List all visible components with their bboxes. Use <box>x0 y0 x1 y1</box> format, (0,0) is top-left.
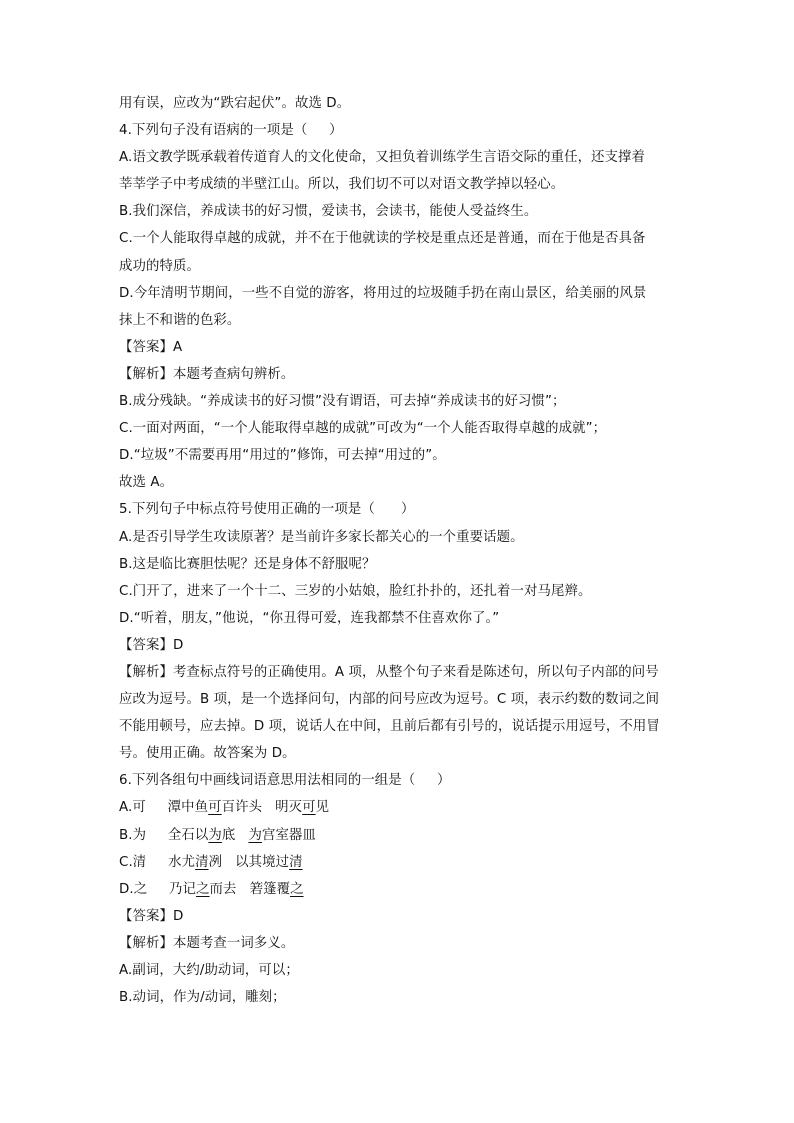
text-line: B.成分残缺。“养成读书的好习惯”没有谓语，可去掉“养成读书的好习惯”； <box>119 394 566 410</box>
text-line: C.一个人能取得卓越的成就，并不在于他就读的学校是重点还是普通，而在于他是否具备 <box>119 231 646 247</box>
text-line: D.今年清明节期间，一些不自觉的游客，将用过的垃圾随手扔在南山景区，给美丽的风景 <box>119 285 647 301</box>
question-5-stem: 5.下列句子中标点符号使用正确的一项是（ ） <box>119 502 415 518</box>
text-line: 应改为逗号。B 项，是一个选择问句，内部的问号应改为逗号。C 项，表示约数的数词之间 <box>119 692 660 708</box>
underlined-word: 之 <box>290 881 304 897</box>
option-middle: 冽 以其境过 <box>208 854 290 870</box>
option-middle: 百许头 明灭 <box>221 800 303 816</box>
option-prefix: C.清 水尤 <box>119 854 196 870</box>
underlined-word: 清 <box>289 854 303 870</box>
text-line: 成功的特质。 <box>119 258 200 274</box>
analysis-label: 【解析】本题考查一词多义。 <box>119 935 295 951</box>
underlined-word: 清 <box>195 854 209 870</box>
underlined-word: 为 <box>248 827 262 843</box>
option-middle: 底 <box>221 827 249 843</box>
option-line <box>119 876 679 903</box>
text-line: B.我们深信，养成读书的好习惯，爱读书，会读书，能使人受益终生。 <box>119 204 538 220</box>
text-line: 号。使用正确。故答案为 D。 <box>119 746 296 762</box>
text-line: B.动词，作为/动词，雕刻； <box>119 990 286 1006</box>
analysis-label: 【解析】本题考查病句辨析。 <box>119 366 295 382</box>
option-line <box>119 822 679 849</box>
document-body <box>119 90 679 1011</box>
underlined-word: 可 <box>208 800 222 816</box>
text-line: A.语文教学既承载着传道育人的文化使命，又担负着训练学生言语交际的重任，还支撑着 <box>119 150 646 166</box>
answer-label: 【答案】D <box>119 908 184 924</box>
option-line <box>119 794 679 821</box>
text-line: A.副词，大约/助动词，可以； <box>119 963 299 978</box>
answer-label: 【答案】D <box>119 637 184 653</box>
text-line: 莘莘学子中考成绩的半壁江山。所以，我们切不可以对语文教学掉以轻心。 <box>119 177 565 193</box>
underlined-word: 之 <box>196 881 210 897</box>
text-line: C.门开了，进来了一个十二、三岁的小姑娘，脸红扑扑的，还扎着一对马尾辫。 <box>119 583 592 599</box>
text-line: 不能用顿号，应去掉。D 项，说话人在中间，且前后都有引号的，说话提示用逗号，不用冒 <box>119 719 660 735</box>
option-middle: 而去 箬篷覆 <box>209 881 291 897</box>
text-line: B.这是临比赛胆怯呢？还是身体不舒服呢？ <box>119 556 376 572</box>
text-line: C.一面对两面，“一个人能取得卓越的成就”可改为“一个人能否取得卓越的成就”； <box>119 421 607 437</box>
question-4-stem: 4.下列句子没有语病的一项是（ ） <box>119 123 343 139</box>
analysis-label: 【解析】考查标点符号的正确使用。A 项，从整个句子来看是陈述句，所以句子内部的问号 <box>119 664 659 680</box>
option-prefix: A.可 潭中鱼 <box>119 800 209 816</box>
option-suffix: 宫室器皿 <box>261 827 316 843</box>
option-suffix: 见 <box>315 800 330 816</box>
underlined-word: 为 <box>208 827 222 843</box>
text-line: D.“听着，朋友，”他说，“你丑得可爱，连我都禁不住喜欢你了。” <box>119 610 500 626</box>
answer-label: 【答案】A <box>119 339 183 355</box>
text-line: 故选 A。 <box>119 475 174 491</box>
question-6-stem: 6.下列各组句中画线词语意思用法相同的一组是（ ） <box>119 773 451 789</box>
text-line: D.“垃圾”不需要再用“用过的”修饰，可去掉“用过的”。 <box>119 448 446 464</box>
option-prefix: B.为 全石以 <box>119 827 209 843</box>
option-prefix: D.之 乃记 <box>119 881 197 897</box>
text-line: A.是否引导学生攻读原著？是当前许多家长都关心的一个重要话题。 <box>119 529 524 545</box>
option-line <box>119 849 679 876</box>
text-line: 用有误，应改为“跌宕起伏”。故选 D。 <box>119 96 351 111</box>
underlined-word: 可 <box>302 800 316 816</box>
text-line: 抹上不和谐的色彩。 <box>119 312 241 328</box>
